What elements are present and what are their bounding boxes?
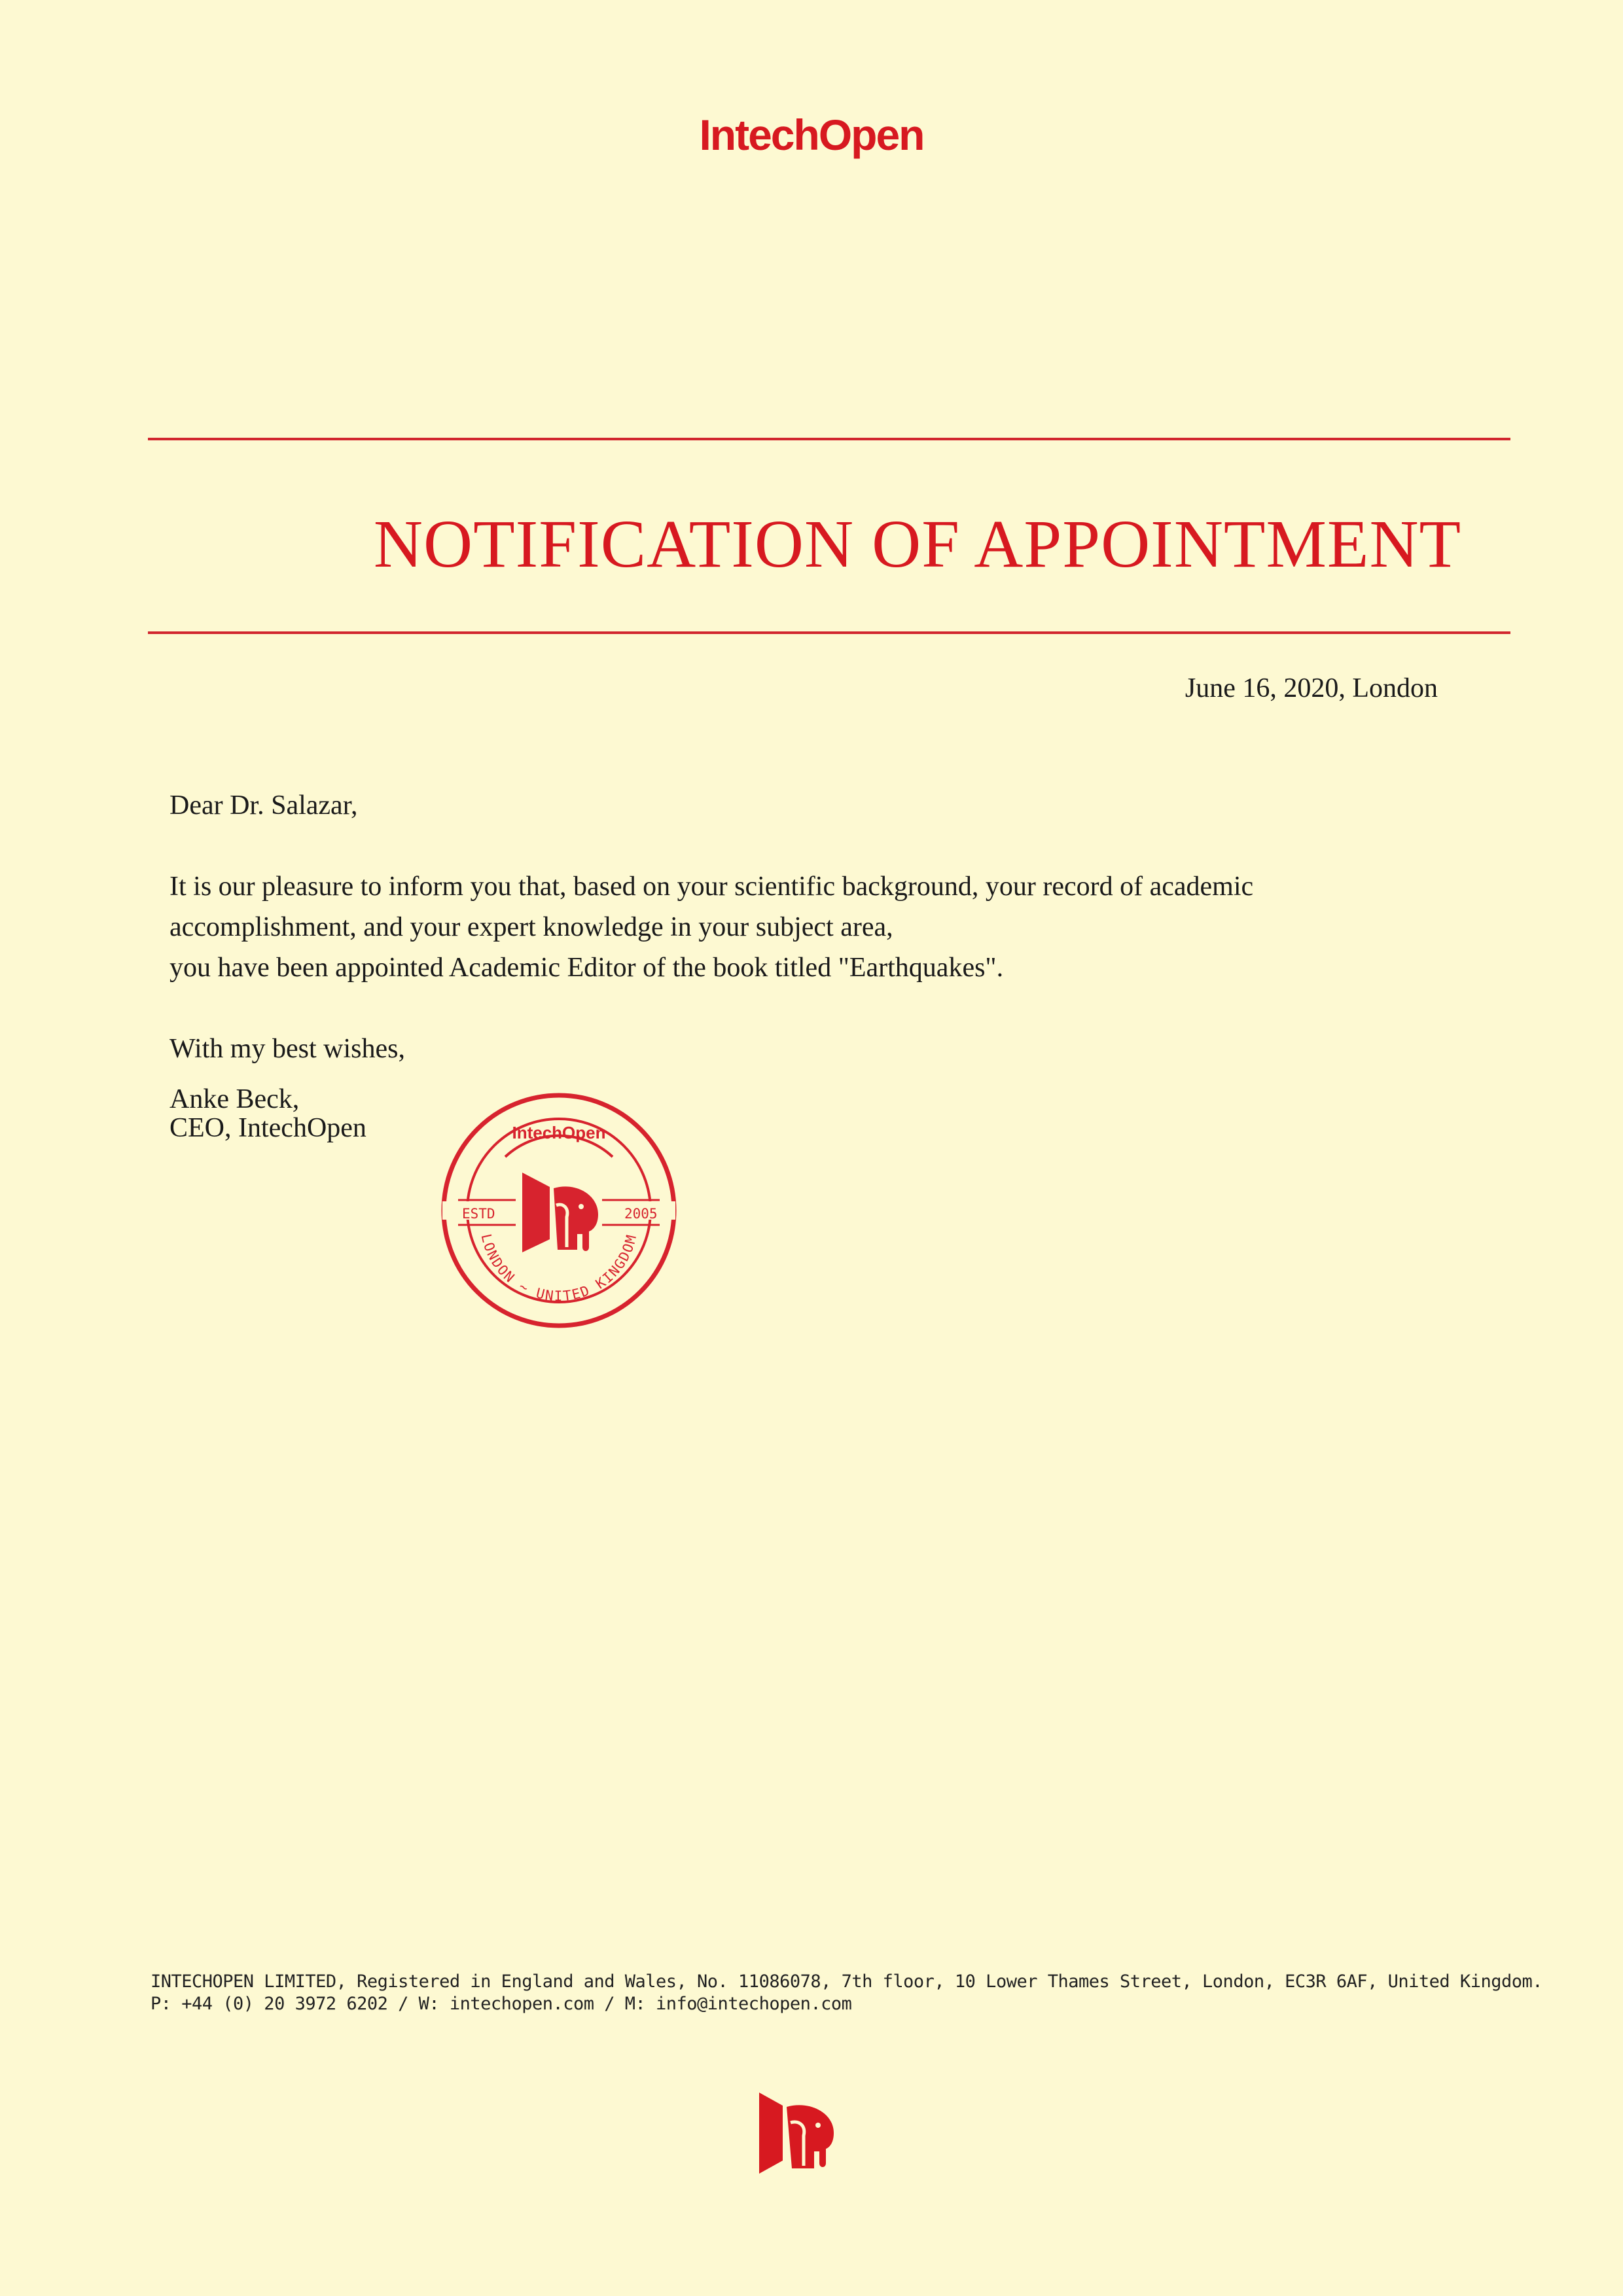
seal-arc-text: LONDON ~ UNITED KINGDOM [478,1232,640,1304]
body-line: accomplishment, and your expert knowledge in your subject area, [169,912,893,942]
document-title: NOTIFICATION OF APPOINTMENT [373,506,1462,582]
body-line: It is our pleasure to inform you that, based on your scientific background, your record of academic [169,872,1254,902]
elephant-logo-icon [757,2087,848,2179]
signatory-name: Anke Beck, [169,1084,300,1114]
closing: With my best wishes, [169,1034,405,1064]
footer-contacts: P: +44 (0) 20 3972 6202 / W: intechopen.com / M: info@intechopen.com [151,1994,852,2014]
signatory-title: CEO, IntechOpen [169,1113,366,1143]
header-logo: IntechOpen [699,111,924,159]
signature-block [169,1085,1478,1142]
seal-brand: IntechOpen [512,1123,606,1142]
date-line: June 16, 2020, London [1185,673,1438,703]
company-seal-icon [440,1091,678,1330]
seal-elephant-icon [522,1173,598,1252]
body-paragraph [169,866,1478,988]
salutation: Dear Dr. Salazar, [169,790,358,821]
body-line: you have been appointed Academic Editor of the book titled "Earthquakes". [169,953,1004,983]
seal-left-text: ESTD [462,1206,495,1222]
title-rule-bottom [148,631,1510,634]
letter-body [169,785,1478,1142]
footer-registration: INTECHOPEN LIMITED, Registered in England and Wales, No. 11086078, 7th floor, 10 Lower Thames Street, London, EC3R 6AF, United Kingdom. [151,1971,1543,1992]
title-rule-top [148,438,1510,440]
footer [151,1971,1543,2015]
seal-right-text: 2005 [624,1206,658,1222]
